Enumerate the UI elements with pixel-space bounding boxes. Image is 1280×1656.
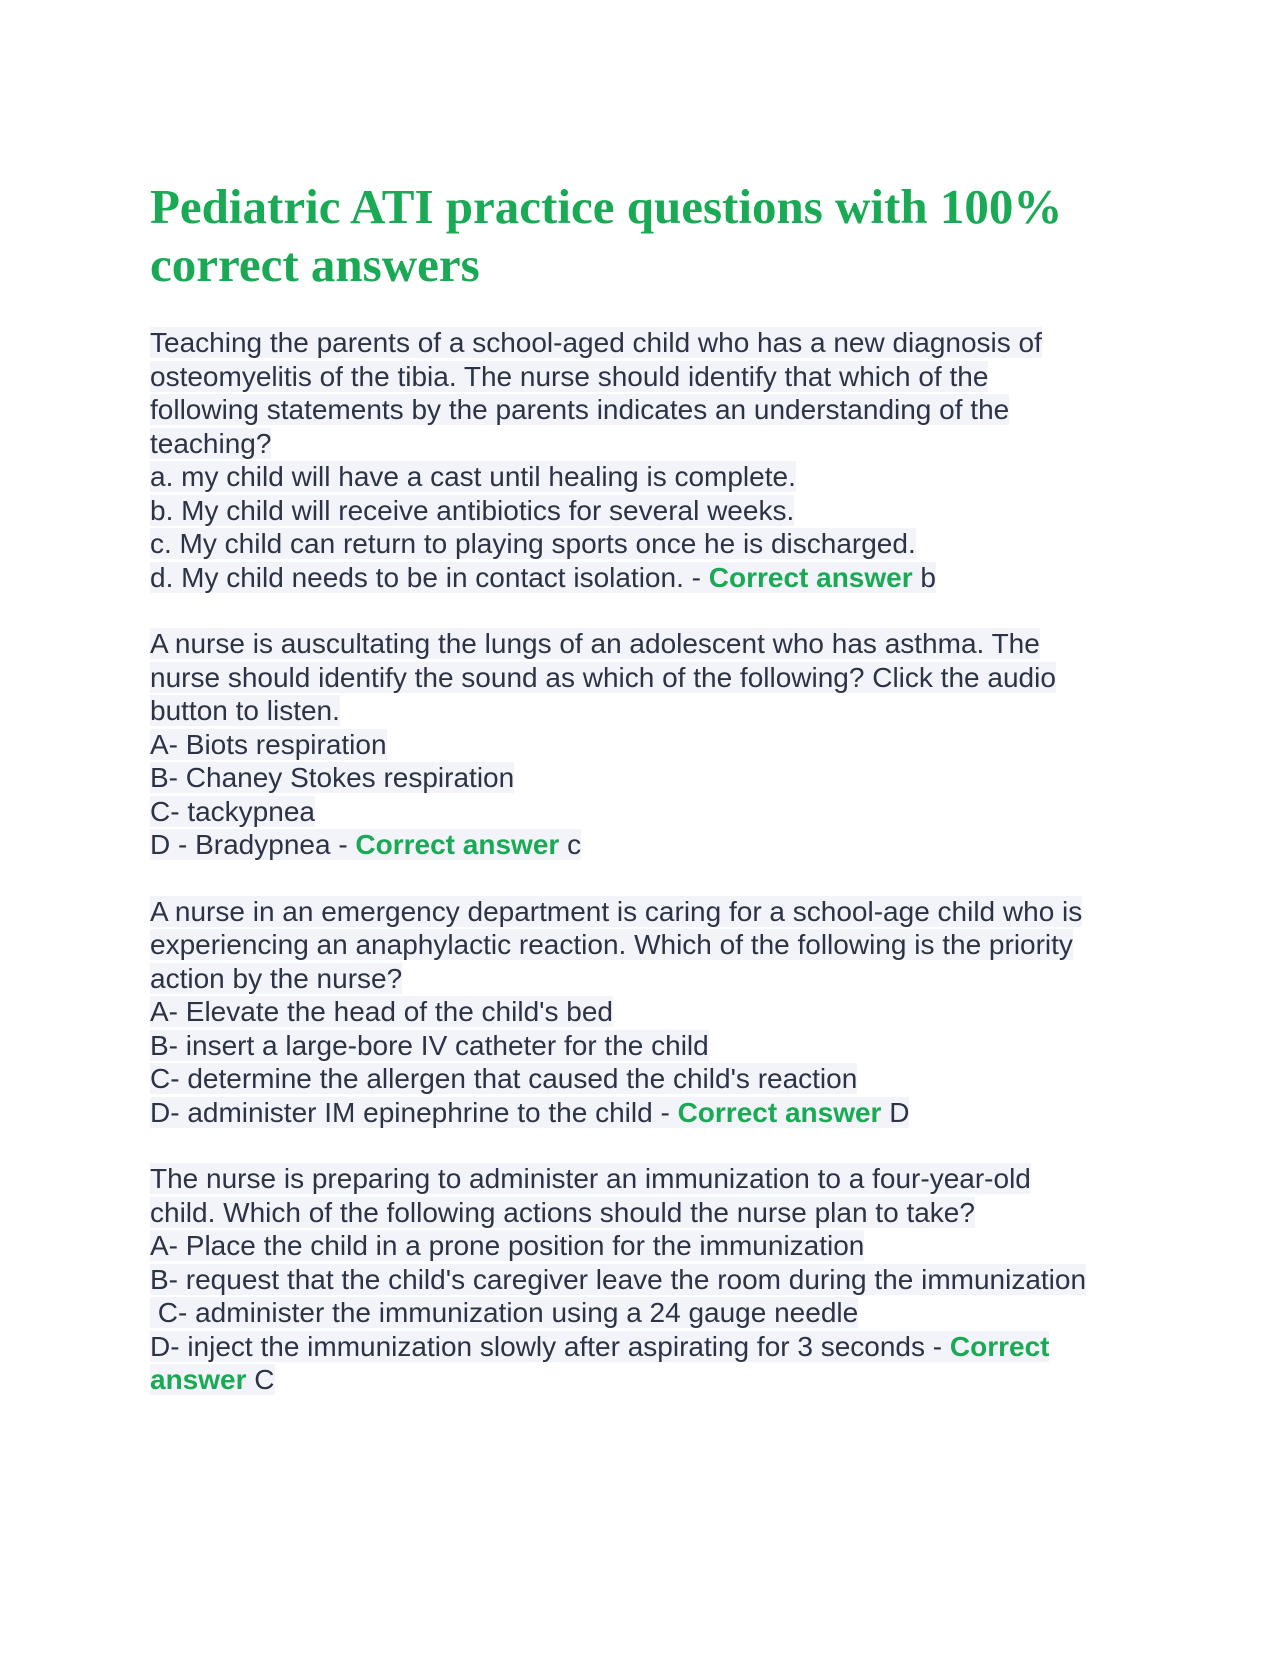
question-stem-line: following statements by the parents indicates an understanding of the [150, 394, 1010, 425]
answer-option: B- insert a large-bore IV catheter for the child [150, 1029, 709, 1061]
question-3 [150, 895, 1130, 1130]
correct-answer-label: Correct answer [708, 561, 913, 593]
answer-option: B- request that the child's caregiver leave the room during the immunization [150, 1263, 1087, 1295]
correct-answer-value: D [881, 1096, 910, 1128]
answer-option: C- administer the immunization using a 24 gauge needle [150, 1297, 859, 1328]
question-4 [150, 1162, 1130, 1397]
answer-option: B- Chaney Stokes respiration [150, 762, 515, 793]
correct-answer-value: c [559, 829, 582, 860]
answer-option: A- Biots respiration [150, 728, 387, 760]
question-stem-line: A nurse is auscultating the lungs of an adolescent who has asthma. The [150, 628, 1040, 659]
correct-answer-label: Correct answer [355, 829, 560, 860]
answer-option: C- tackypnea [150, 795, 315, 827]
question-stem-line: child. Which of the following actions should the nurse plan to take? [150, 1196, 975, 1228]
question-stem-line: A nurse in an emergency department is caring for a school-age child who is [150, 895, 1083, 927]
correct-answer-label: Correct answer [677, 1096, 882, 1128]
answer-option: A- Place the child in a prone position for the immunization [150, 1230, 865, 1261]
answer-option: a. my child will have a cast until healing is complete. [150, 461, 796, 492]
question-stem-line: nurse should identify the sound as which of the following? Click the audio [150, 661, 1056, 693]
question-stem-line: The nurse is preparing to administer an immunization to a four-year-old [150, 1163, 1031, 1194]
question-stem-line: button to listen. [150, 695, 340, 726]
question-stem-line: osteomyelitis of the tibia. The nurse should identify that which of the [150, 360, 989, 392]
answer-option: D- inject the immunization slowly after aspirating for 3 seconds - Correct [150, 1330, 1050, 1362]
answer-option: b. My child will receive antibiotics for several weeks. [150, 494, 795, 526]
correct-answer-label: answer [150, 1364, 247, 1395]
answer-option: A- Elevate the head of the child's bed [150, 996, 613, 1027]
answer-option: D- administer IM epinephrine to the child - Correct answer D [150, 1096, 910, 1128]
answer-option: d. My child needs to be in contact isolation. - Correct answer b [150, 561, 936, 593]
answer-option: c. My child can return to playing sports once he is discharged. [150, 528, 916, 559]
answer-option: D - Bradypnea - Correct answer c [150, 829, 582, 860]
correct-answer-label: Correct [949, 1330, 1050, 1362]
question-stem-line: teaching? [150, 427, 272, 459]
correct-answer-value: C [246, 1364, 275, 1395]
question-2 [150, 627, 1130, 862]
correct-answer-value: b [912, 561, 936, 593]
question-stem-line: experiencing an anaphylactic reaction. Which of the following is the priority [150, 929, 1073, 960]
question-stem-line: action by the nurse? [150, 962, 403, 994]
question-1 [150, 326, 1130, 594]
answer-option-continued [150, 1363, 1130, 1397]
question-stem-line: Teaching the parents of a school-aged child who has a new diagnosis of [150, 327, 1042, 358]
document-page [150, 178, 1130, 1430]
answer-option: C- determine the allergen that caused the child's reaction [150, 1063, 858, 1094]
document-title: Pediatric ATI practice questions with 100% correct answers [150, 179, 1063, 292]
